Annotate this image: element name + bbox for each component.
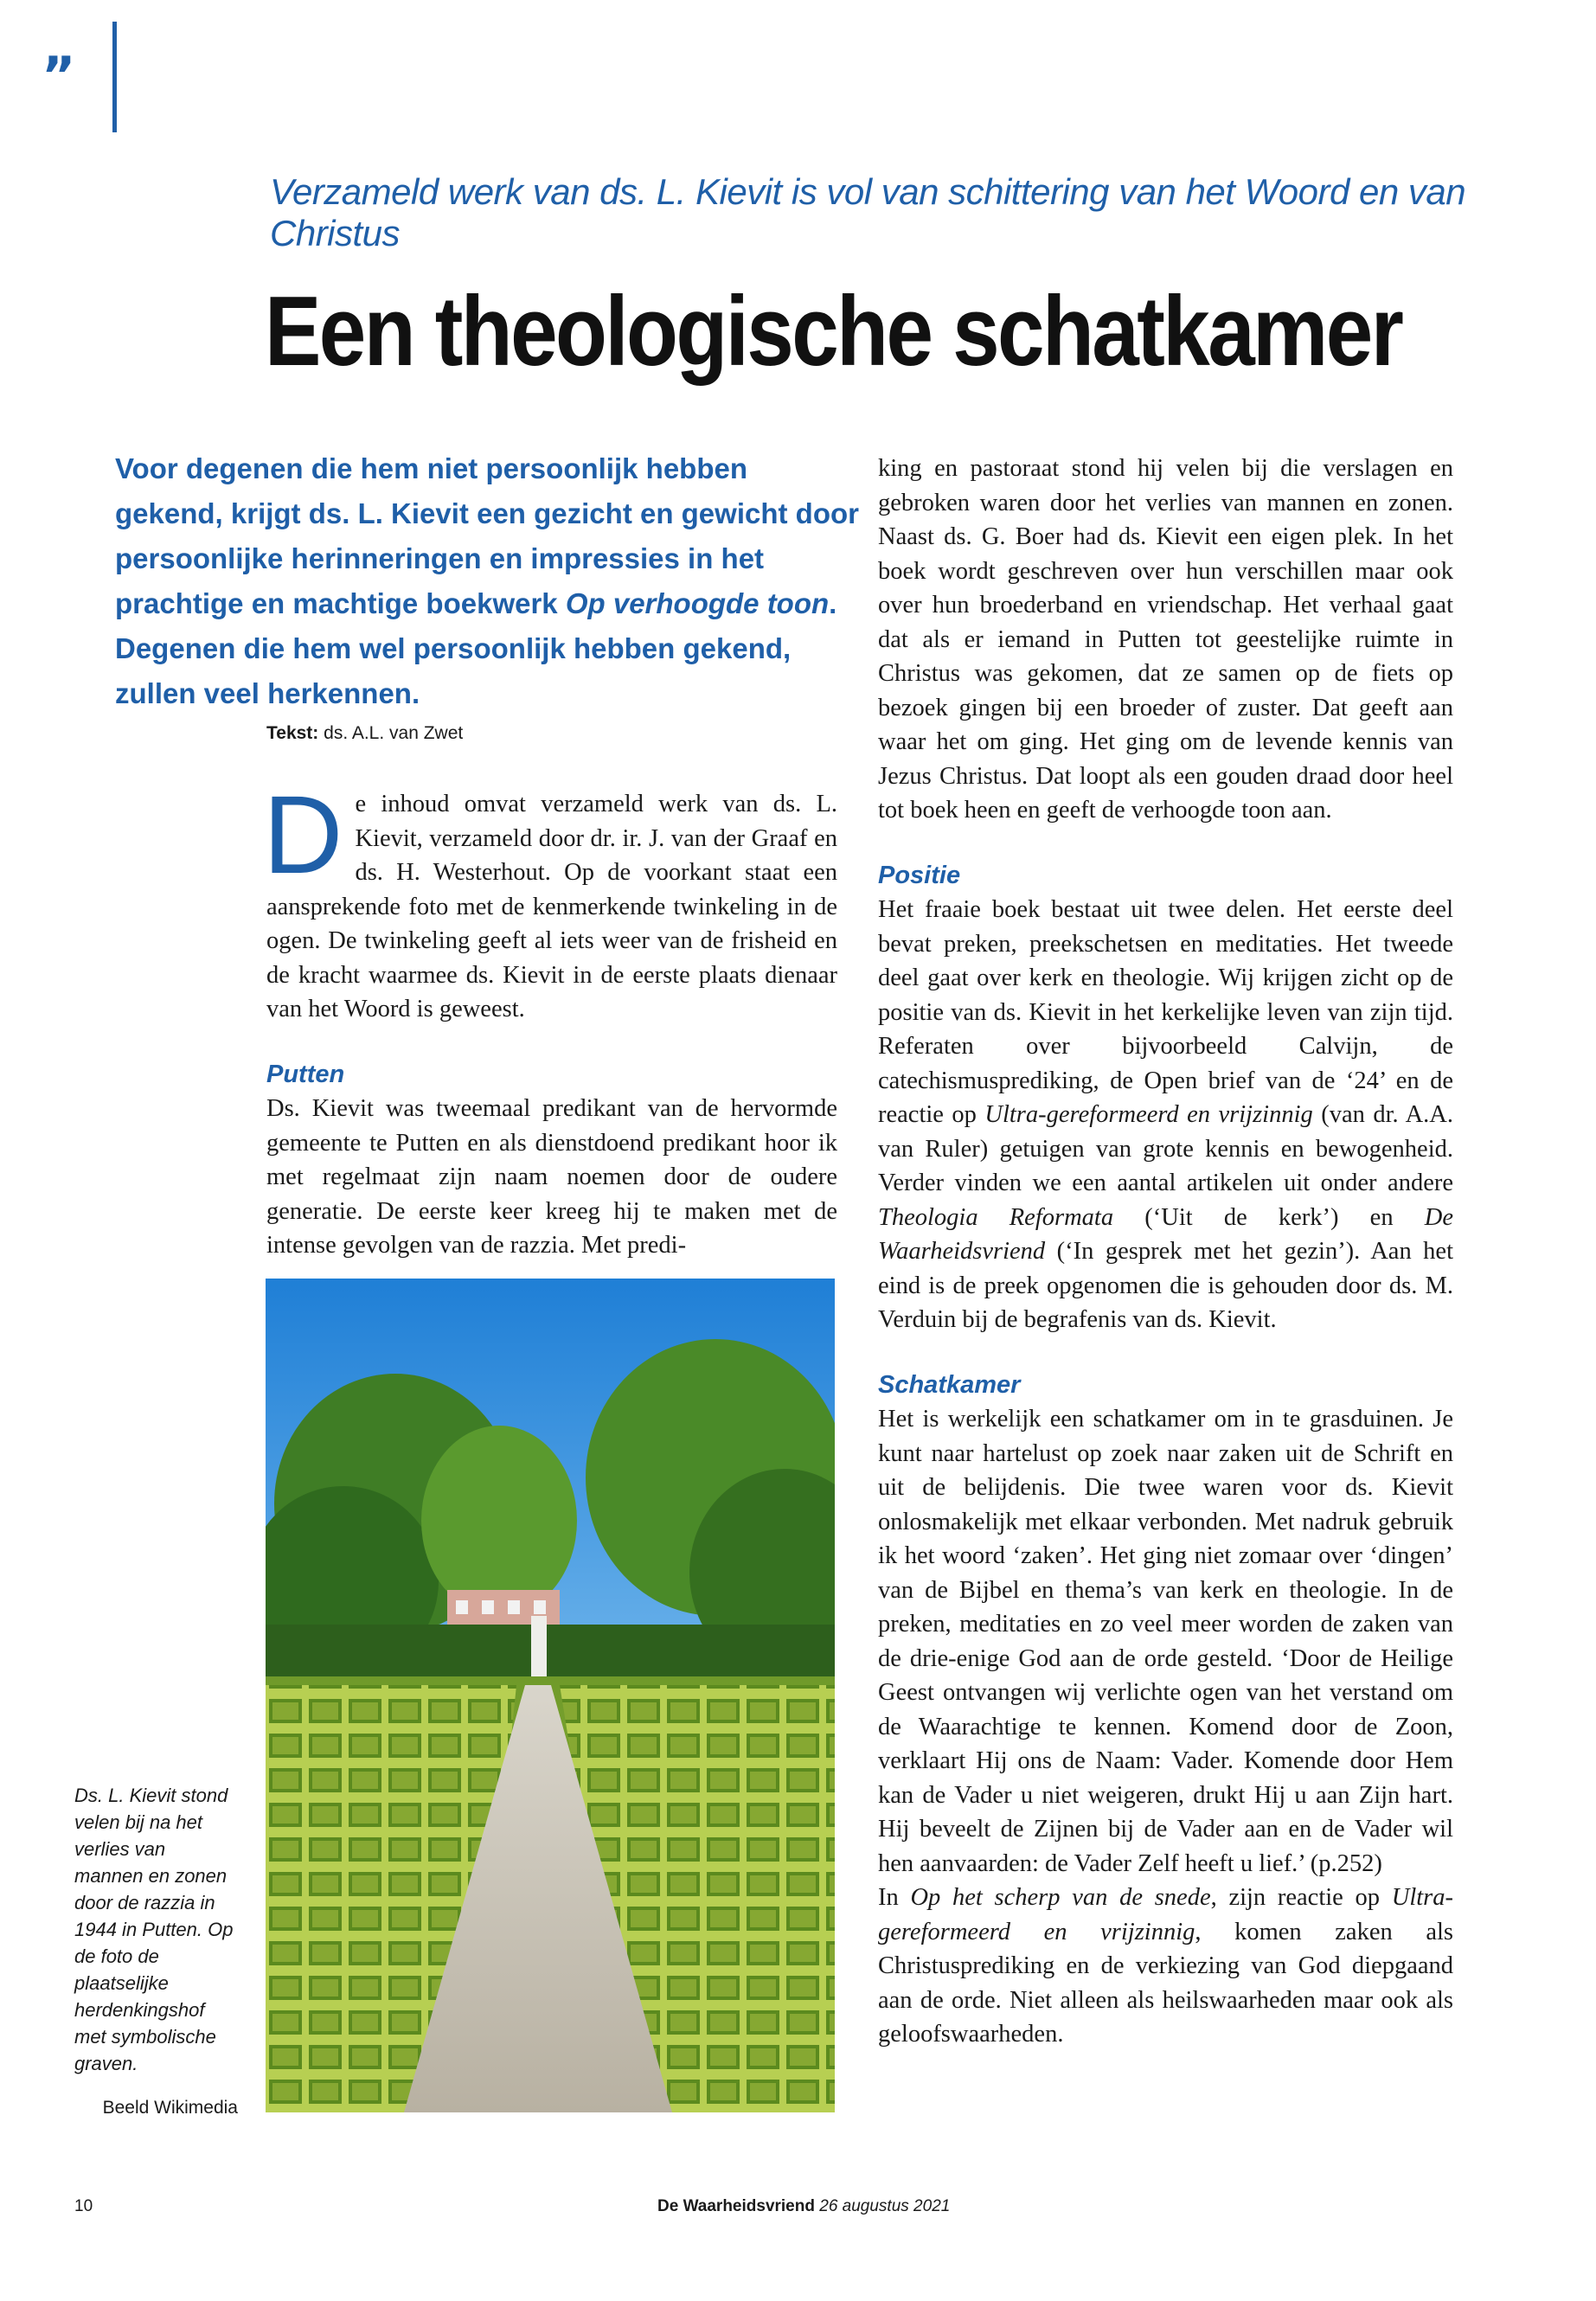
article-subtitle: Verzameld werk van ds. L. Kievit is vol van schittering van het Woord en van Christus: [270, 171, 1466, 253]
paragraph-3: king en pastoraat stond hij velen bij die verslagen en gebroken waren door het verlies van mannen en zonen. Naast ds. G. Boer had ds. Kievit een eigen plek. In het boek wordt geschreven over hun verschillen maar ook over hun broederband en vriendschap. Het verhaal gaat dat als er iemand in Putten tot geestelijke ruimte in Christus was gekomen, dat ze samen op de fiets op bezoek gingen bij een broeder of zuster. Dat geeft aan waar het om ging. Het ging om de levende kennis van Jezus Christus. Dat loopt als een gouden draad door heel tot boek heen en geeft de verhoogde toon aan.: [878, 455, 1453, 824]
intro-text-1: Voor degenen die hem niet persoonlijk hebben gekend, krijgt ds. L. Kievit een gezicht en gewicht door persoonlijke herinneringen en impressies in het prachtige en machtige boekwerk: [115, 452, 859, 619]
byline-author: ds. A.L. van Zwet: [324, 723, 464, 743]
article-intro: [115, 446, 859, 716]
subhead-schatkamer: Schatkamer: [878, 1370, 1021, 1399]
article-column-middle: [263, 773, 837, 1263]
p4-text-c: (‘Uit de kerk’) en: [1113, 1203, 1425, 1231]
photo-caption: Ds. L. Kievit stond velen bij na het verlies van mannen en zonen door de razzia in 1944 in Putten. Op de foto de plaatselijke herdenkingshof met symbolische graven.: [74, 1785, 234, 2074]
quote-icon: ”: [42, 46, 76, 106]
paragraph-1-text: e inhoud omvat verzameld werk van ds. L. Kievit, verzameld door dr. ir. J. van der Graaf en ds. H. Westerhout. Op de voorkant staat een aansprekende foto met de kenmerkende twinkeling in de ogen. De twinkeling geeft al iets weer van de frisheid en de kracht waarmee ds. Kievit in de eerste plaats dienaar van het Woord is geweest.: [266, 791, 837, 1022]
paragraph-4: [878, 893, 1453, 1337]
p6-italic-1: Op het scherp van de snede: [910, 1884, 1211, 1911]
p4-text-d: (‘In gesprek met het gezin’). Aan het eind is de preek opgenomen die is gehouden door ds. M. Verduin bij de begrafenis van ds. Kievit.: [878, 1238, 1453, 1333]
intro-book-title: Op verhoogde toon: [565, 587, 830, 619]
p4-italic-2: Theologia Reformata: [878, 1203, 1114, 1231]
p6-text-b: , zijn reactie op: [1210, 1884, 1392, 1911]
cemetery-photo: [266, 1279, 835, 2112]
header-rule: [112, 22, 117, 132]
p4-italic-3: De Waarheidsvriend: [878, 1203, 1453, 1265]
publication-date: 26 augustus 2021: [819, 2197, 951, 2215]
intro-text-2: . Degenen die hem wel persoonlijk hebben gekend, zullen veel herkennen.: [115, 587, 837, 709]
p4-text-b: (van dr. A.A. van Ruler) getuigen van grote kennis en bewogenheid. Verder vinden we een aantal artikelen uit onder andere: [878, 1101, 1453, 1196]
subhead-positie: Positie: [878, 861, 961, 889]
subhead-putten: Putten: [266, 1060, 345, 1088]
footer-publication: [657, 2197, 950, 2216]
p6-text-a: In: [878, 1884, 911, 1911]
paragraph-1: [263, 773, 837, 1027]
paragraph-6: [878, 1881, 1453, 2052]
paragraph-5: Het is werkelijk een schatkamer om in te grasduinen. Je kunt naar hartelust op zoek naar zaken uit de Schrift en uit de belijdenis. Die twee waren voor ds. Kievit onlosmakelijk met elkaar verbonden. Met nadruk gebruik ik het woord ‘zaken’. Het ging niet zomaar over ‘dingen’ van de Bijbel en thema’s van kerk en theologie. In de preken, meditaties en zo veel meer worden de zaken van de drie-enige God aan de orde gesteld. ‘Door de Heilige Geest ontvangen wij verlichte ogen van het verstand om de Waarachtige te kennen. Komend door de Zoon, verklaart Hij ons de Naam: Vader. Komende door Hem kan de Vader u niet weigeren, drukt Hij u aan Zijn hart. Hij beveelt de Zijnen bij de Vader aan en de Vader wil hen aanvaarden: de Vader Zelf heeft u lief.’ (p.252): [878, 1406, 1453, 1877]
p4-text-a: Het fraaie boek bestaat uit twee delen. Het eerste deel bevat preken, preekschetsen en meditaties. Het tweede deel gaat over kerk en theologie. Wij krijgen zicht op de positie van ds. Kievit in het kerkelijke leven van zijn tijd. Referaten over bijvoorbeeld Calvijn, de catechismusprediking, de Open brief van de ‘24’ en de reactie op: [878, 896, 1453, 1128]
article-column-right: [878, 452, 1453, 2052]
article-title: Een theologische schatkamer: [265, 277, 1402, 387]
paragraph-2: Ds. Kievit was tweemaal predikant van de hervormde gemeente te Putten en als dienstdoend predikant hoor ik met regelmaat zijn naam noemen door de oudere generatie. De eerste keer kreeg hij te maken met de intense gevolgen van de razzia. Met predi-: [266, 1095, 837, 1259]
byline: [266, 723, 463, 744]
photo-credit: Beeld Wikimedia: [102, 2098, 238, 2118]
p4-italic-1: Ultra-gereformeerd en vrijzinnig: [984, 1101, 1313, 1128]
publication-name: De Waarheidsvriend: [657, 2197, 815, 2215]
p6-italic-2: Ultra-gereformeerd en vrijzinnig: [878, 1884, 1453, 1945]
byline-label: Tekst:: [266, 723, 319, 743]
p6-text-c: , komen zaken als Christusprediking en de verkiezing van God diepgaand aan de orde. Niet alleen als heilswaarheden maar ook als geloofswaarheden.: [878, 1918, 1453, 2048]
drop-cap: D: [263, 773, 343, 897]
page-number: 10: [74, 2197, 93, 2215]
